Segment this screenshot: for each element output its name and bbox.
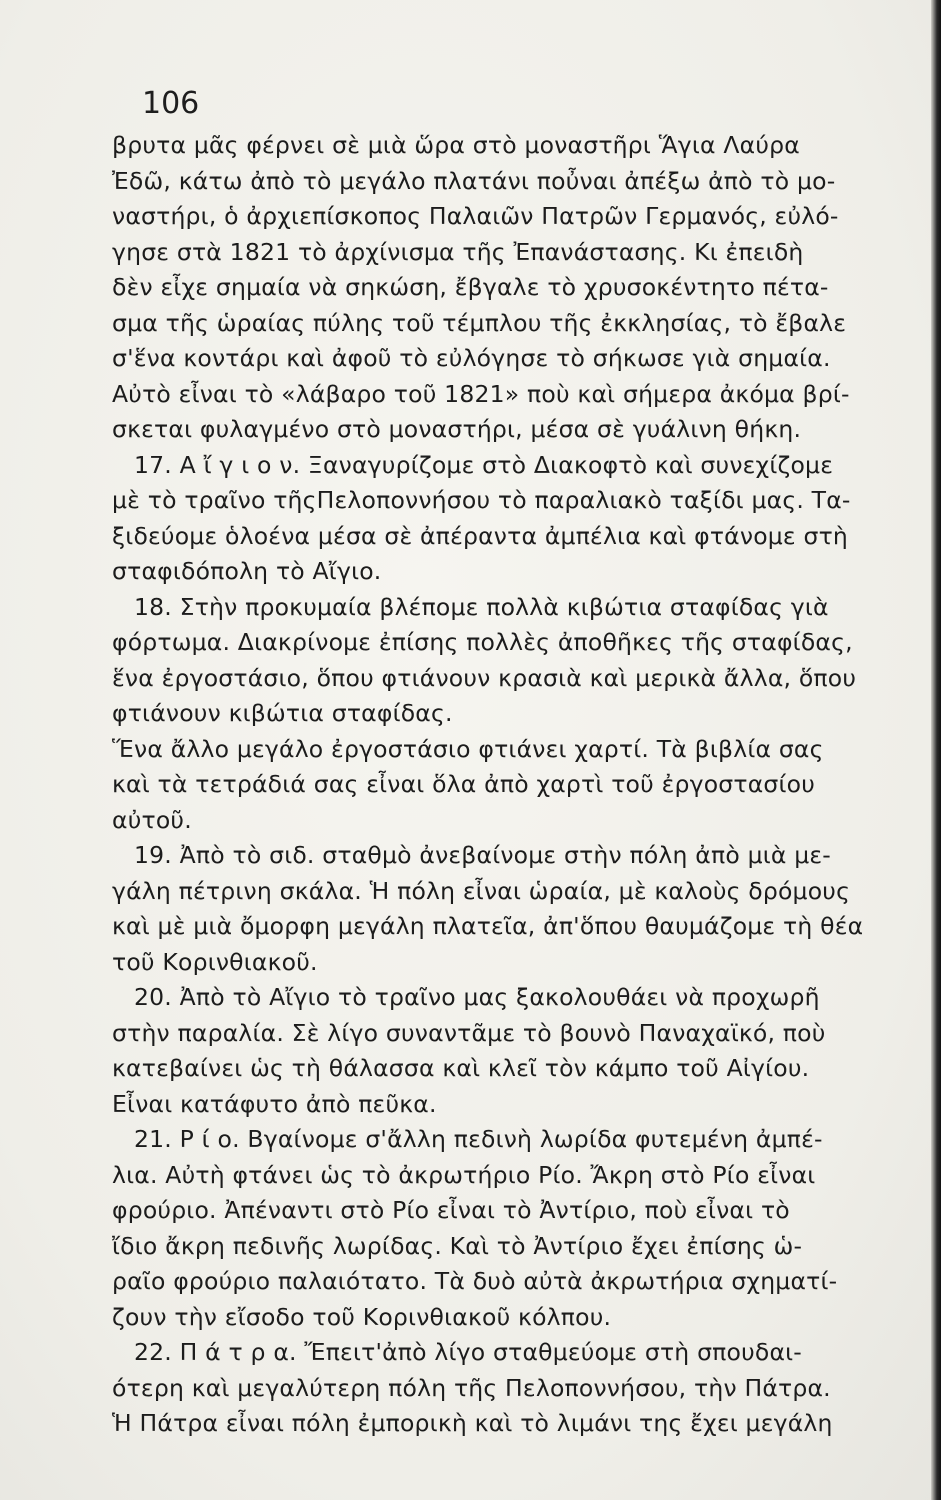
text-line: Ἕνα ἄλλο μεγάλο ἐργοστάσιο φτιάνει χαρτί. Τὰ βιβλία σας [112, 734, 824, 763]
text-line: Αὐτὸ εἶναι τὸ «λάβαρο τοῦ 1821» ποὺ καὶ σήμερα ἀκόμα βρί- [112, 379, 850, 408]
text-line: γησε στὰ 1821 τὸ ἀρχίνισμα τῆς Ἐπανάστασης. Κι ἐπειδὴ [112, 237, 804, 266]
text-line: Ἐδῶ, κάτω ἀπὸ τὸ μεγάλο πλατάνι ποὖναι ἀπέξω ἀπὸ τὸ μο- [112, 166, 836, 195]
text-line: 22. Π ά τ ρ α. Ἔπειτ'ἀπὸ λίγο σταθμεύομε στὴ σπουδαι- [134, 1338, 802, 1366]
text-line: φρούριο. Ἀπέναντι στὸ Ρίο εἶναι τὸ Ἀντίριο, ποὺ εἶναι τὸ [112, 1196, 790, 1224]
text-line: κατεβαίνει ὡς τὴ θάλασσα καὶ κλεῖ τὸν κάμπο τοῦ Αἰγίου. [112, 1054, 810, 1082]
text-line: τοῦ Κορινθιακοῦ. [112, 947, 318, 976]
text-line: Εἶναι κατάφυτο ἀπὸ πεῦκα. [112, 1089, 437, 1118]
text-line: σμα τῆς ὡραίας πύλης τοῦ τέμπλου τῆς ἐκκλησίας, τὸ ἔβαλε [112, 308, 847, 337]
text-line: 20. Ἀπὸ τὸ Αἴγιο τὸ τραῖνο μας ξακολουθάει νὰ προχωρῆ [134, 983, 820, 1011]
text-line: φτιάνουν κιβώτια σταφίδας. [112, 699, 453, 727]
text-line: ναστήρι, ὁ ἀρχιεπίσκοπος Παλαιῶν Πατρῶν Γερμανός, εὐλό- [112, 202, 839, 230]
text-line: φόρτωμα. Διακρίνομε ἐπίσης πολλὲς ἀποθῆκες τῆς σταφίδας, [112, 628, 853, 656]
book-binding-edge [931, 0, 941, 1500]
text-line: σταφιδόπολη τὸ Αἴγιο. [112, 557, 382, 585]
body-text [112, 128, 932, 1442]
text-line: ραῖο φρούριο παλαιότατο. Τὰ δυὸ αὐτὰ ἀκρωτήρια σχηματί- [112, 1267, 838, 1295]
text-line: λια. Αὐτὴ φτάνει ὡς τὸ ἀκρωτήριο Ρίο. Ἄκρη στὸ Ρίο εἶναι [112, 1160, 816, 1189]
text-line: σκεται φυλαγμένο στὸ μοναστήρι, μέσα σὲ γυάλινη θήκη. [112, 415, 802, 443]
text-line: ζουν τὴν εἴσοδο τοῦ Κορινθιακοῦ κόλπου. [112, 1302, 612, 1331]
text-line: 18. Στὴν προκυμαία βλέπομε πολλὰ κιβώτια σταφίδας γιὰ [134, 592, 829, 621]
text-line: ἕνα ἐργοστάσιο, ὅπου φτιάνουν κρασιὰ καὶ μερικὰ ἄλλα, ὅπου [112, 663, 857, 692]
text-line: στὴν παραλία. Σὲ λίγο συναντᾶμε τὸ βουνὸ Παναχαϊκό, ποὺ [112, 1018, 826, 1047]
text-line: καὶ τὰ τετράδιά σας εἶναι ὅλα ἀπὸ χαρτὶ τοῦ ἐργοστασίου [112, 770, 816, 798]
text-line: ξιδεύομε ὁλοένα μέσα σὲ ἀπέραντα ἀμπέλια καὶ φτάνομε στὴ [112, 521, 849, 550]
text-line: 17. Α ἴ γ ι ο ν. Ξαναγυρίζομε στὸ Διακοφτὸ καὶ συνεχίζομε [134, 450, 834, 479]
text-line: δὲν εἶχε σημαία νὰ σηκώση, ἔβγαλε τὸ χρυσοκέντητο πέτα- [112, 273, 829, 301]
text-line: Ἡ Πάτρα εἶναι πόλη ἐμπορικὴ καὶ τὸ λιμάνι της ἔχει μεγάλη [112, 1409, 833, 1437]
text-line: ότερη καὶ μεγαλύτερη πόλη τῆς Πελοποννήσου, τὴν Πάτρα. [112, 1373, 831, 1402]
text-line: βρυτα μᾶς φέρνει σὲ μιὰ ὥρα στὸ μοναστῆρι Ἅγια Λαύρα [112, 131, 800, 159]
text-line: σ'ἕνα κοντάρι καὶ ἀφοῦ τὸ εὐλόγησε τὸ σήκωσε γιὰ σημαία. [112, 344, 831, 372]
text-line: γάλη πέτρινη σκάλα. Ἡ πόλη εἶναι ὡραία, μὲ καλοὺς δρόμους [112, 876, 851, 905]
text-line: ἴδιο ἄκρη πεδινῆς λωρίδας. Καὶ τὸ Ἀντίριο ἔχει ἐπίσης ὡ- [112, 1231, 803, 1260]
text-line: 21. Ρ ί ο. Βγαίνομε σ'ἄλλη πεδινὴ λωρίδα φυτεμένη ἀμπέ- [134, 1125, 823, 1153]
page-number: 106 [142, 86, 200, 121]
text-line: αὐτοῦ. [112, 805, 192, 834]
text-line: 19. Ἀπὸ τὸ σιδ. σταθμὸ ἀνεβαίνομε στὴν πόλη ἀπὸ μιὰ με- [134, 841, 831, 869]
text-line: καὶ μὲ μιὰ ὄμορφη μεγάλη πλατεῖα, ἀπ'ὅπου θαυμάζομε τὴ θέα [112, 912, 864, 940]
text-line: μὲ τὸ τραῖνο τῆςΠελοποννήσου τὸ παραλιακὸ ταξίδι μας. Τα- [112, 486, 851, 514]
